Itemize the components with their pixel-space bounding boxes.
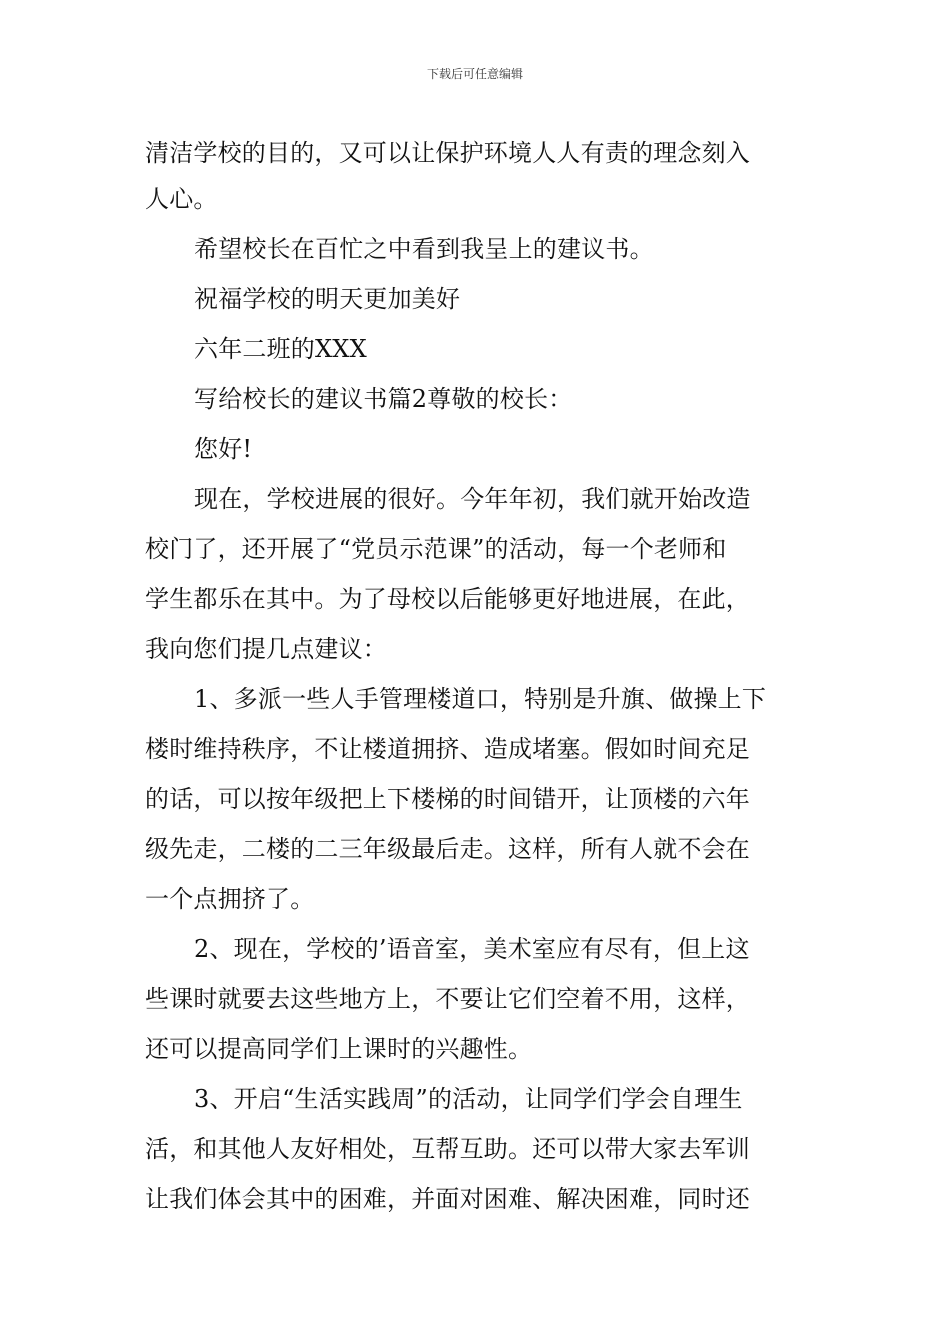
text-line: 清洁学校的目的，又可以让保护环境人人有责的理念刻入	[145, 139, 750, 167]
text-line: 楼时维持秩序，不让楼道拥挤、造成堵塞。假如时间充足	[145, 735, 750, 763]
text-line: 学生都乐在其中。为了母校以后能够更好地进展，在此，	[145, 585, 750, 613]
text-line: 级先走，二楼的二三年级最后走。这样，所有人就不会在	[145, 835, 750, 863]
text-line: 人心。	[145, 185, 218, 213]
text-line: 希望校长在百忙之中看到我呈上的建议书。	[194, 235, 654, 263]
text-line: 还可以提高同学们上课时的兴趣性。	[145, 1035, 533, 1063]
text-line: 我向您们提几点建议：	[145, 635, 387, 663]
text-line: 让我们体会其中的困难，并面对困难、解决困难，同时还	[145, 1185, 750, 1213]
text-line: 一个点拥挤了。	[145, 885, 315, 913]
text-line: 1、多派一些人手管理楼道口，特别是升旗、做操上下	[194, 685, 767, 713]
text-line: 写给校长的建议书篇2尊敬的校长：	[194, 385, 573, 413]
text-line: 的话，可以按年级把上下楼梯的时间错开，让顶楼的六年	[145, 785, 750, 813]
text-line: 校门了，还开展了“党员示范课”的活动，每一个老师和	[145, 535, 727, 563]
text-line: 您好!	[194, 435, 253, 463]
text-line: 2、现在，学校的’语音室，美术室应有尽有，但上这	[194, 935, 750, 963]
text-line: 六年二班的XXX	[194, 335, 367, 363]
text-line: 祝福学校的明天更加美好	[194, 285, 461, 313]
text-line: 现在，学校进展的很好。今年年初，我们就开始改造	[194, 485, 751, 513]
text-line: 活，和其他人友好相处，互帮互助。还可以带大家去军训	[145, 1135, 750, 1163]
text-line: 3、开启“生活实践周”的活动，让同学们学会自理生	[194, 1085, 743, 1113]
text-line: 些课时就要去这些地方上，不要让它们空着不用，这样，	[145, 985, 750, 1013]
page-header: 下载后可任意编辑	[426, 67, 523, 81]
